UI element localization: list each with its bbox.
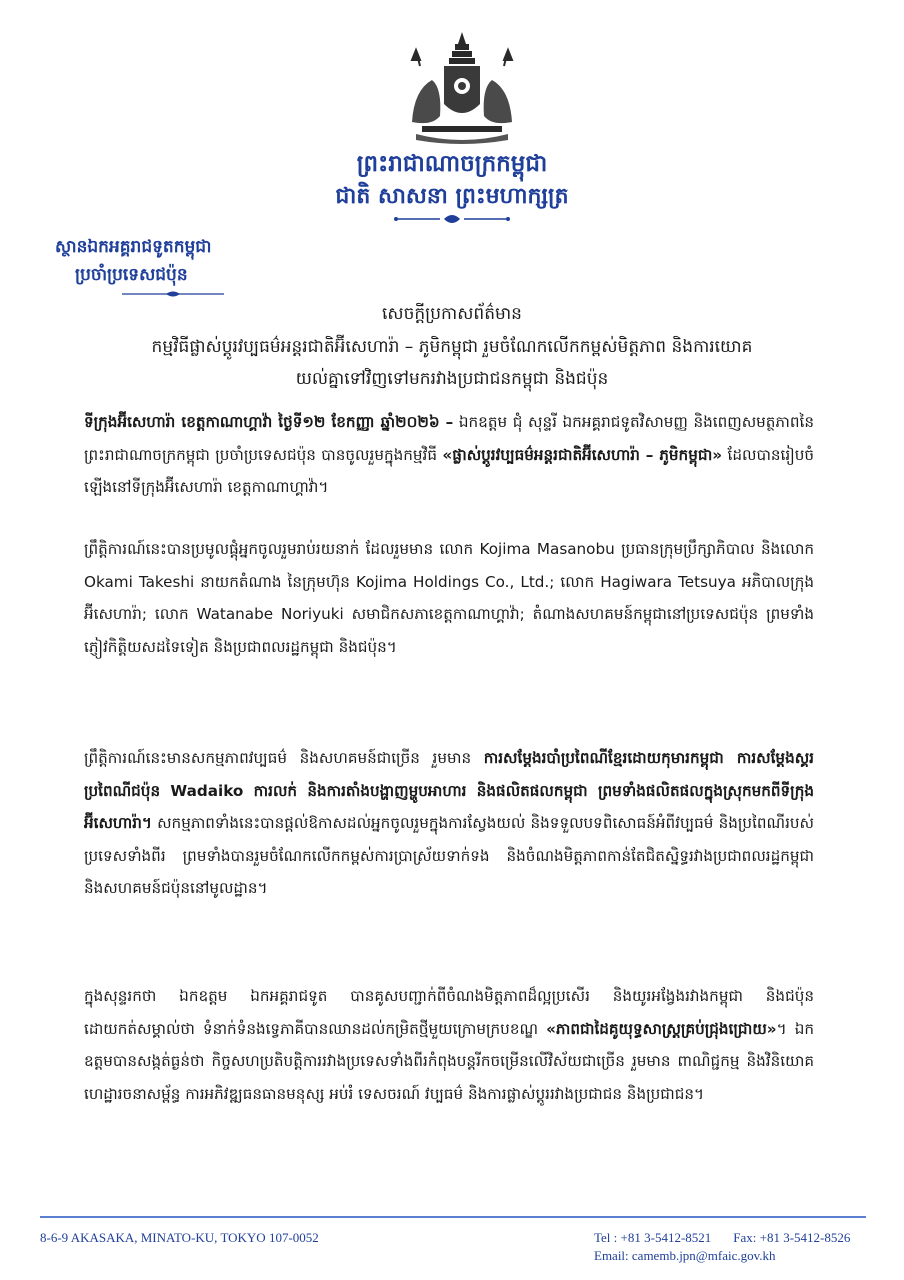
footer-address: 8-6-9 AKASAKA, MINATO-KU, TOKYO 107-0052 xyxy=(40,1230,319,1245)
press-release-subtitle-line1: កម្មវិធីផ្លាស់ប្តូរវប្បធម៌អន្តរជាតិអ៊ីសេហារ៉ា – ភូមិកម្ពុជា រួមចំណែកលើកកម្ពស់មិត្តភាព និងការយោគ xyxy=(151,337,753,357)
embassy-ornament-icon xyxy=(118,290,228,298)
paragraph-1-text: ឯកឧត្តម ជុំ សុន្ទរី ឯកអគ្គរាជទូតវិសាមញ្ញ និងពេញសមត្ថភាពនៃព្រះរាជាណាចក្រកម្ពុជា ប្រចាំប្រទេសជប៉ុន បានចូលរួមក្នុងកម្មវិធី xyxy=(84,413,814,464)
partnership-name: «ភាពជាដៃគូយុទ្ធសាស្ត្រគ្រប់ជ្រុងជ្រោយ» xyxy=(546,1019,777,1038)
footer-divider xyxy=(40,1216,866,1218)
paragraph-2 xyxy=(84,533,814,663)
press-release-subtitle-line2: យល់គ្នាទៅវិញទៅមករវាងប្រជាជនកម្ពុជា និងជប៉ុន xyxy=(295,369,609,389)
ornament-divider-icon xyxy=(392,212,512,226)
activities-list: ការសម្តែងរបាំប្រពៃណីខ្មែរដោយកុមារកម្ពុជា ការសម្តែងស្គរប្រពៃណីជប៉ុន Wadaiko ការលក់ និងការតាំងបង្ហាញម្ហូបអាហារ និងផលិតផលកម្ពុជា ព្រមទាំងផលិតផលក្នុងស្រុកមកពីទីក្រុងអ៊ីសេហារ៉ា។ xyxy=(84,749,814,833)
embassy-location: ប្រចាំប្រទេសជប៉ុន xyxy=(75,265,188,285)
royal-coat-of-arms-icon xyxy=(402,30,522,145)
event-name: «ផ្លាស់ប្តូរវប្បធម៌អន្តរជាតិអ៊ីសេហារ៉ា – ភូមិកម្ពុជា» xyxy=(442,445,723,464)
paragraph-2-text: ព្រឹត្តិការណ៍នេះបានប្រមូលផ្តុំអ្នកចូលរួមរាប់រយនាក់ ដែលរួមមាន លោក Kojima Masanobu ប្រធានក្រុមប្រឹក្សាភិបាល និងលោក Okami Takeshi នាយកតំណាង នៃក្រុមហ៊ុន Kojima Holdings Co., Ltd.; លោក Hagiwara Tetsuya អភិបាលក្រុងអ៊ីសេហារ៉ា; លោក Watanabe Noriyuki សមាជិកសភាខេត្តកាណាហ្គាវ៉ា; តំណាងសហគមន៍កម្ពុជានៅប្រទេសជប៉ុន ព្រមទាំងភ្ញៀវកិត្តិយសដទៃទៀត និងប្រជាពលរដ្ឋកម្ពុជា និងជប៉ុន។ xyxy=(84,540,814,656)
paragraph-4-start: ក្នុងសុន្ទរកថា ឯកឧត្តម ឯកអគ្គរាជទូត បានគូសបញ្ជាក់ពីចំណងមិត្តភាពដ៏ល្អប្រសើរ និងយូរអង្វែងរវាងកម្ពុជា និងជប៉ុន ដោយកត់សម្គាល់ថា ទំនាក់ទំនងទ្វេភាគីបានឈានដល់កម្រិតថ្មីមួយក្រោមក្របខណ្ឌ xyxy=(84,987,814,1038)
paragraph-1 xyxy=(84,406,814,504)
kingdom-name: ព្រះរាជាណាចក្រកម្ពុជា xyxy=(356,151,548,177)
paragraph-4 xyxy=(84,980,814,1110)
dateline: ទីក្រុងអ៊ីសេហារ៉ា ខេត្តកាណាហ្គាវ៉ា ថ្ងៃទី១២ ខែកញ្ញា ឆ្នាំ២០២៦ – xyxy=(84,413,454,431)
paragraph-1-end: ដែលបានរៀបចំឡើងនៅទីក្រុងអ៊ីសេហារ៉ា ខេត្តកាណាហ្គាវ៉ា។ xyxy=(84,445,814,497)
paragraph-4-rest: ។ ឯកឧត្តមបានសង្កត់ធ្ងន់ថា កិច្ចសហប្រតិបត្តិការរវាងប្រទេសទាំងពីរកំពុងបន្តរីកចម្រើនលើវិស័យជាច្រើន រួមមាន ពាណិជ្ជកម្ម និងវិនិយោគ ហេដ្ឋារចនាសម្ព័ន្ធ ការអភិវឌ្ឍធនធានមនុស្ស អប់រំ ទេសចរណ៍ វប្បធម៌ និងការផ្លាស់ប្តូររវាងប្រជាជន និងប្រជាជន។ xyxy=(84,1019,814,1103)
embassy-name: ស្ថានឯកអគ្គរាជទូតកម្ពុជា xyxy=(55,237,212,257)
paragraph-3 xyxy=(84,742,814,905)
footer-fax: Fax: +81 3-5412-8526 xyxy=(733,1230,851,1245)
paragraph-3-start: ព្រឹត្តិការណ៍នេះមានសកម្មភាពវប្បធម៌ និងសហគមន៍ជាច្រើន រួមមាន xyxy=(84,749,484,767)
footer-tel: Tel : +81 3-5412-8521 xyxy=(594,1230,712,1245)
paragraph-3-rest: សកម្មភាពទាំងនេះបានផ្តល់ឱកាសដល់អ្នកចូលរួមក្នុងការស្វែងយល់ និងទទួលបទពិសោធន៍អំពីវប្បធម៌ និងប្រពៃណីរបស់ប្រទេសទាំងពីរ ព្រមទាំងបានរួមចំណែកលើកកម្ពស់ការប្រាស្រ័យទាក់ទង និងចំណងមិត្តភាពកាន់តែជិតស្និទ្ធរវាងប្រជាពលរដ្ឋកម្ពុជា និងសហគមន៍ជប៉ុននៅមូលដ្ឋាន។ xyxy=(84,814,814,898)
footer-contact xyxy=(594,1229,850,1265)
national-motto: ជាតិ សាសនា ព្រះមហាក្សត្រ xyxy=(335,184,569,209)
press-release-title: សេចក្តីប្រកាសព័ត៌មាន xyxy=(382,304,522,324)
footer-email: Email: camemb.jpn@mfaic.gov.kh xyxy=(594,1248,776,1263)
